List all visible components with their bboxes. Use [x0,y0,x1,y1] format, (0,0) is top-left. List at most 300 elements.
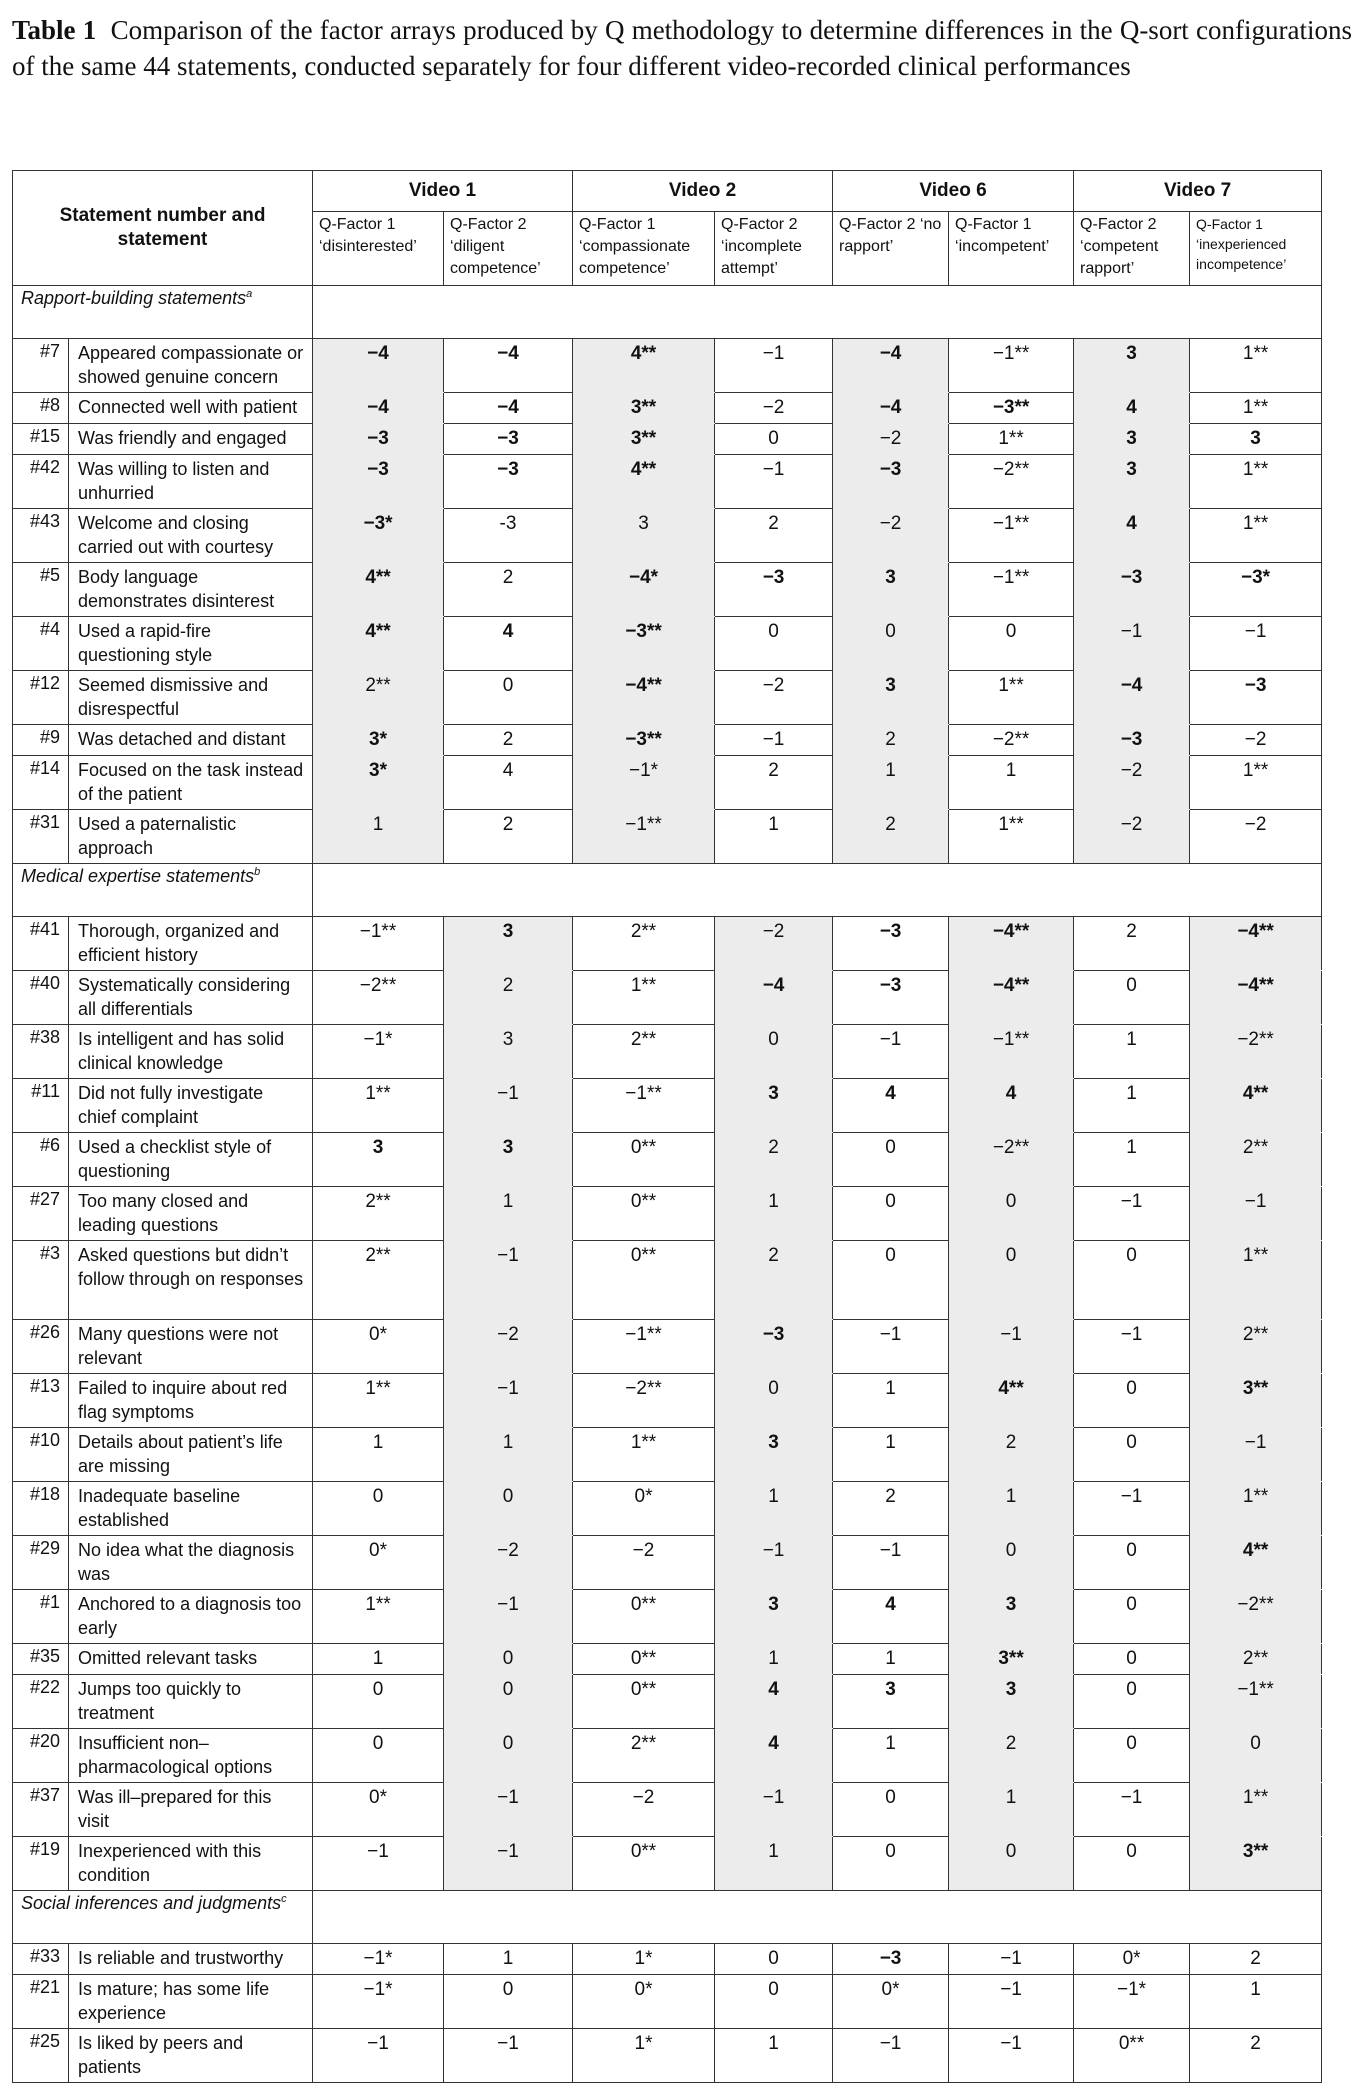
factor-score-cell: 0 [1074,1428,1190,1482]
factor-score-cell: 2** [573,917,715,971]
statement-number: #5 [13,563,69,617]
statement-number: #43 [13,509,69,563]
factor-score-cell: 0* [573,1975,715,2029]
table-row [13,1133,1322,1187]
factor-score-cell: −2** [313,971,444,1025]
factor-score-cell: −1 [833,2029,949,2083]
factor-score-cell: 3 [444,1025,573,1079]
factor-score-cell: 0 [444,1975,573,2029]
factor-score-cell: −2 [715,917,833,971]
table-row [13,563,1322,617]
factor-score-cell: −3 [833,917,949,971]
factor-score-cell: −2 [444,1320,573,1374]
factor-score-cell: 4** [1190,1079,1322,1133]
statement-number: #9 [13,725,69,756]
factor-score-cell: −1 [715,725,833,756]
factor-score-cell: 0* [833,1975,949,2029]
factor-score-cell: −3 [833,1944,949,1975]
factor-score-cell: −4** [1190,917,1322,971]
factor-score-cell: −2** [949,725,1074,756]
statement-text: Failed to inquire about red flag symptoms [69,1374,313,1428]
factor-score-cell: 1** [573,1428,715,1482]
factor-score-cell: −1 [833,1536,949,1590]
statement-text: Omitted relevant tasks [69,1644,313,1675]
factor-score-cell: −3** [573,725,715,756]
factor-score-cell: 3 [1190,424,1322,455]
factor-score-cell: 4** [949,1374,1074,1428]
statement-text: Appeared compassionate or showed genuine concern [69,339,313,393]
table-row [13,339,1322,393]
factor-score-cell: 1 [715,810,833,864]
factor-score-cell: 4** [313,563,444,617]
factor-score-cell: 1 [949,1482,1074,1536]
factor-score-cell: −1 [313,1837,444,1891]
factor-score-cell: −2 [715,393,833,424]
table-caption [12,12,1352,84]
factor-score-cell: 3** [1190,1837,1322,1891]
section-header-row [13,1891,1322,1944]
factor-score-cell: 2 [833,1482,949,1536]
factor-score-cell: 0 [715,1025,833,1079]
factor-score-cell: 0** [573,1590,715,1644]
factor-score-cell: −2 [1074,810,1190,864]
factor-score-cell: −4 [833,393,949,424]
factor-score-cell: −4 [833,339,949,393]
factor-score-cell: 0** [573,1133,715,1187]
section-footnote-marker: b [254,866,261,878]
factor-score-cell: 0* [1074,1944,1190,1975]
factor-score-cell: 1 [833,1644,949,1675]
factor-score-cell: 1 [1074,1079,1190,1133]
statement-number: #40 [13,971,69,1025]
factor-score-cell: 2** [313,1241,444,1320]
factor-score-cell: 3 [573,509,715,563]
factor-score-cell: 1** [573,971,715,1025]
statement-text: Is liked by peers and patients [69,2029,313,2083]
factor-score-cell: 1 [444,1187,573,1241]
statement-text: Welcome and closing carried out with courtesy [69,509,313,563]
factor-score-cell: 3 [313,1133,444,1187]
statement-text: Focused on the task instead of the patient [69,756,313,810]
factor-score-cell: 0** [573,1837,715,1891]
factor-score-cell: 0 [949,617,1074,671]
table-row [13,971,1322,1025]
factor-score-cell: 0 [444,671,573,725]
factor-score-cell: 1 [715,2029,833,2083]
statement-text: Insufficient non–pharmacological options [69,1729,313,1783]
statement-text: Used a paternalistic approach [69,810,313,864]
section-spacer [313,286,1322,339]
factor-score-cell: 4 [715,1675,833,1729]
factor-score-cell: 1 [1190,1975,1322,2029]
factor-score-cell: 2** [1190,1320,1322,1374]
factor-score-cell: 0 [949,1187,1074,1241]
statement-text: Many questions were not relevant [69,1320,313,1374]
factor-score-cell: −1 [444,1241,573,1320]
statement-text: Was friendly and engaged [69,424,313,455]
table-row [13,1975,1322,2029]
section-spacer [313,1891,1322,1944]
factor-header: Q-Factor 2 ‘competent rapport’ [1074,212,1190,286]
factor-score-cell: 1** [1190,455,1322,509]
factor-score-cell: 1** [313,1079,444,1133]
factor-score-cell: −1 [833,1025,949,1079]
table-caption-text: Comparison of the factor arrays produced by Q methodology to determine differences in the Q-sort configurations of the same 44 statements, conducted separately for four different video-recorded clinical performances [12,15,1352,81]
statement-number: #8 [13,393,69,424]
factor-score-cell: 2** [313,1187,444,1241]
factor-score-cell: 1 [313,810,444,864]
factor-score-cell: 4** [573,339,715,393]
factor-header: Q-Factor 1 ‘disinterested’ [313,212,444,286]
statement-number: #14 [13,756,69,810]
factor-score-cell: 1 [715,1482,833,1536]
factor-score-cell: 0 [444,1729,573,1783]
factor-score-cell: −1 [313,2029,444,2083]
factor-score-cell: 1* [573,2029,715,2083]
factor-score-cell: −1** [573,1320,715,1374]
statement-text: Asked questions but didn’t follow through on responses [69,1241,313,1320]
factor-score-cell: 3* [313,725,444,756]
factor-score-cell: −1 [949,1944,1074,1975]
table-row [13,917,1322,971]
statement-number: #42 [13,455,69,509]
factor-score-cell: 0 [444,1644,573,1675]
table-row [13,1675,1322,1729]
factor-score-cell: −2 [444,1536,573,1590]
factor-score-cell: 2 [715,1241,833,1320]
statement-text: Is mature; has some life experience [69,1975,313,2029]
factor-score-cell: 3 [715,1079,833,1133]
statement-text: Was detached and distant [69,725,313,756]
factor-score-cell: 4 [444,756,573,810]
table-row [13,1025,1322,1079]
statement-text: Was ill–prepared for this visit [69,1783,313,1837]
factor-score-cell: 1 [833,1729,949,1783]
factor-score-cell: 4 [833,1079,949,1133]
factor-score-cell: 1** [1190,1482,1322,1536]
table-row [13,1187,1322,1241]
factor-score-cell: 0* [573,1482,715,1536]
factor-score-cell: 1** [313,1374,444,1428]
factor-score-cell: 3 [833,671,949,725]
factor-score-cell: 0 [1074,971,1190,1025]
factor-score-cell: −2** [1190,1025,1322,1079]
factor-score-cell: 4 [444,617,573,671]
factor-score-cell: −4* [573,563,715,617]
factor-score-cell: −1 [715,455,833,509]
statement-number: #27 [13,1187,69,1241]
section-title [13,864,313,917]
factor-score-cell: 0 [715,617,833,671]
statement-number: #6 [13,1133,69,1187]
statement-number: #15 [13,424,69,455]
factor-score-cell: 0 [833,617,949,671]
factor-score-cell: 1** [949,810,1074,864]
video-7-header: Video 7 [1074,171,1322,212]
factor-score-cell: 0 [1190,1729,1322,1783]
statement-number: #37 [13,1783,69,1837]
section-title [13,1891,313,1944]
table-label: Table 1 [12,15,97,45]
statement-text: Thorough, organized and efficient history [69,917,313,971]
section-title-text: Medical expertise statements [21,866,255,886]
factor-score-cell: 3 [949,1590,1074,1644]
factor-score-cell: 0 [444,1482,573,1536]
table-row [13,725,1322,756]
factor-score-cell: 0 [715,1975,833,2029]
table-row [13,1944,1322,1975]
factor-score-cell: −1 [715,1536,833,1590]
section-footnote-marker: c [281,1893,287,1905]
factor-score-cell: 0 [1074,1590,1190,1644]
factor-score-cell: 3 [715,1590,833,1644]
factor-score-cell: −1 [1190,617,1322,671]
statement-number: #10 [13,1428,69,1482]
statement-text: Is reliable and trustworthy [69,1944,313,1975]
factor-score-cell: −3** [949,393,1074,424]
factor-score-cell: −3 [444,424,573,455]
factor-score-cell: 2 [949,1729,1074,1783]
table-row [13,756,1322,810]
factor-score-cell: 1** [313,1590,444,1644]
factor-score-cell: 0 [949,1837,1074,1891]
table-row [13,617,1322,671]
factor-score-cell: 2** [313,671,444,725]
factor-score-cell: 2 [444,971,573,1025]
factor-score-cell: 2 [1190,2029,1322,2083]
video-6-header: Video 6 [833,171,1074,212]
factor-header: Q-Factor 2 ‘diligent competence’ [444,212,573,286]
factor-score-cell: −1** [1190,1675,1322,1729]
factor-score-cell: 0* [313,1536,444,1590]
factor-score-cell: −1** [949,339,1074,393]
factor-score-cell: −4 [444,393,573,424]
table-row [13,1644,1322,1675]
table-row [13,1783,1322,1837]
section-header-row [13,286,1322,339]
factor-score-cell: −1** [573,810,715,864]
factor-score-cell: −3** [573,617,715,671]
factor-score-cell: 0 [313,1729,444,1783]
factor-score-cell: 3 [715,1428,833,1482]
factor-score-cell: 4 [833,1590,949,1644]
section-footnote-marker: a [246,288,253,300]
factor-score-cell: 2 [444,725,573,756]
factor-score-cell: 3 [1074,339,1190,393]
factor-score-cell: 2 [1190,1944,1322,1975]
section-title-text: Rapport-building statements [21,288,247,308]
factor-score-cell: −2** [949,455,1074,509]
factor-score-cell: 4 [1074,509,1190,563]
factor-score-cell: −1 [833,1320,949,1374]
factor-score-cell: 0** [573,1187,715,1241]
factor-score-cell: 3* [313,756,444,810]
factor-score-cell: 4 [1074,393,1190,424]
factor-score-cell: −3 [444,455,573,509]
factor-score-cell: 4 [949,1079,1074,1133]
factor-score-cell: −1 [444,1783,573,1837]
factor-score-cell: 1 [444,1944,573,1975]
factor-score-cell: −3 [313,424,444,455]
factor-score-cell: 1 [313,1428,444,1482]
factor-score-cell: 1** [949,671,1074,725]
factor-score-cell: 1 [715,1187,833,1241]
factor-score-cell: -3 [444,509,573,563]
video-2-header: Video 2 [573,171,833,212]
factor-score-cell: −4** [1190,971,1322,1025]
factor-score-cell: −4** [949,971,1074,1025]
factor-score-cell: −1* [313,1975,444,2029]
factor-score-cell: 0 [715,1944,833,1975]
factor-score-cell: −3 [1074,725,1190,756]
factor-score-cell: 1** [1190,339,1322,393]
factor-score-cell: 1 [833,1428,949,1482]
factor-score-cell: −3 [833,455,949,509]
statement-number: #19 [13,1837,69,1891]
table-row [13,455,1322,509]
factor-score-cell: 1 [833,1374,949,1428]
factor-score-cell: 4** [573,455,715,509]
table-row [13,810,1322,864]
statement-number: #18 [13,1482,69,1536]
factor-score-cell: 0 [949,1241,1074,1320]
factor-score-cell: 1* [573,1944,715,1975]
factor-score-cell: 2 [949,1428,1074,1482]
factor-score-cell: 0 [1074,1644,1190,1675]
factor-score-cell: −4 [715,971,833,1025]
factor-score-cell: −4** [949,917,1074,971]
table-row [13,1482,1322,1536]
factor-score-cell: 2 [715,509,833,563]
factor-score-cell: −2** [1190,1590,1322,1644]
factor-score-cell: 1** [1190,509,1322,563]
statement-text: Details about patient’s life are missing [69,1428,313,1482]
factor-score-cell: −3 [715,1320,833,1374]
factor-score-cell: −3 [1190,671,1322,725]
factor-score-cell: −1 [1190,1187,1322,1241]
factor-score-cell: −3 [313,455,444,509]
factor-score-cell: 3 [1074,455,1190,509]
factor-score-cell: −4** [573,671,715,725]
statement-number: #4 [13,617,69,671]
statement-text: Inexperienced with this condition [69,1837,313,1891]
statement-text: Was willing to listen and unhurried [69,455,313,509]
factor-score-cell: −1* [1074,1975,1190,2029]
statement-number: #21 [13,1975,69,2029]
factor-score-cell: 0** [573,1675,715,1729]
factor-score-cell: −1 [444,1079,573,1133]
statement-number: #20 [13,1729,69,1783]
factor-score-cell: 0 [949,1536,1074,1590]
statement-number: #1 [13,1590,69,1644]
factor-score-cell: 0 [833,1133,949,1187]
factor-score-cell: 3 [833,1675,949,1729]
factor-score-cell: 0 [715,424,833,455]
table-row [13,1241,1322,1320]
factor-score-cell: 0 [1074,1837,1190,1891]
statement-number: #35 [13,1644,69,1675]
table-row [13,2029,1322,2083]
statement-number: #41 [13,917,69,971]
factor-score-cell: 2 [1074,917,1190,971]
statement-number: #11 [13,1079,69,1133]
factor-score-cell: 2 [833,725,949,756]
factor-score-cell: 2** [1190,1644,1322,1675]
factor-score-cell: −1* [313,1944,444,1975]
factor-score-cell: −2 [1074,756,1190,810]
factor-header: Q-Factor 2 ‘incomplete attempt’ [715,212,833,286]
factor-score-cell: −1 [1074,1783,1190,1837]
statement-text: Inadequate baseline established [69,1482,313,1536]
factor-score-cell: 2 [833,810,949,864]
statement-number: #38 [13,1025,69,1079]
statement-text: No idea what the diagnosis was [69,1536,313,1590]
factor-score-cell: −2 [715,671,833,725]
factor-score-cell: 3** [1190,1374,1322,1428]
factor-score-cell: 1** [949,424,1074,455]
factor-score-cell: −1 [949,1975,1074,2029]
statement-text: Body language demonstrates disinterest [69,563,313,617]
factor-header: Q-Factor 1 ‘inexperienced incompetence’ [1190,212,1322,286]
table-row [13,1428,1322,1482]
statement-text: Too many closed and leading questions [69,1187,313,1241]
factor-header: Q-Factor 2 ‘no rapport’ [833,212,949,286]
factor-score-cell: −4 [1074,671,1190,725]
factor-score-cell: −1 [444,1837,573,1891]
factor-score-cell: −4 [444,339,573,393]
statement-text: Used a rapid-fire questioning style [69,617,313,671]
factor-score-cell: −4 [313,393,444,424]
factor-score-cell: 0 [833,1837,949,1891]
section-title [13,286,313,339]
table-row [13,509,1322,563]
factor-score-cell: −1** [949,1025,1074,1079]
factor-score-cell: −2** [573,1374,715,1428]
table-row [13,1590,1322,1644]
statement-number: #12 [13,671,69,725]
video-1-header: Video 1 [313,171,573,212]
factor-score-cell: 0** [573,1644,715,1675]
factor-score-cell: −1 [1074,1187,1190,1241]
statement-text: Used a checklist style of questioning [69,1133,313,1187]
statement-text: Did not fully investigate chief complaint [69,1079,313,1133]
statement-number: #26 [13,1320,69,1374]
factor-score-cell: −1 [444,1590,573,1644]
factor-score-cell: 1** [1190,393,1322,424]
factor-score-cell: 1 [833,756,949,810]
factor-score-cell: 1 [715,1837,833,1891]
statement-number: #13 [13,1374,69,1428]
factor-score-cell: −2 [1190,725,1322,756]
statement-number: #29 [13,1536,69,1590]
factor-score-cell: 3** [573,393,715,424]
factor-score-cell: −3* [313,509,444,563]
factor-score-cell: −1 [444,2029,573,2083]
table-row [13,1837,1322,1891]
factor-header: Q-Factor 1 ‘compassionate competence’ [573,212,715,286]
statement-number: #7 [13,339,69,393]
factor-score-cell: 1 [444,1428,573,1482]
table-row [13,671,1322,725]
factor-score-cell: −1* [573,756,715,810]
factor-score-cell: −1 [715,1783,833,1837]
factor-score-cell: −2 [573,1536,715,1590]
section-spacer [313,864,1322,917]
factor-score-cell: −1 [444,1374,573,1428]
factor-score-cell: 0** [1074,2029,1190,2083]
factor-score-cell: 0 [833,1783,949,1837]
factor-score-cell: −1 [715,339,833,393]
